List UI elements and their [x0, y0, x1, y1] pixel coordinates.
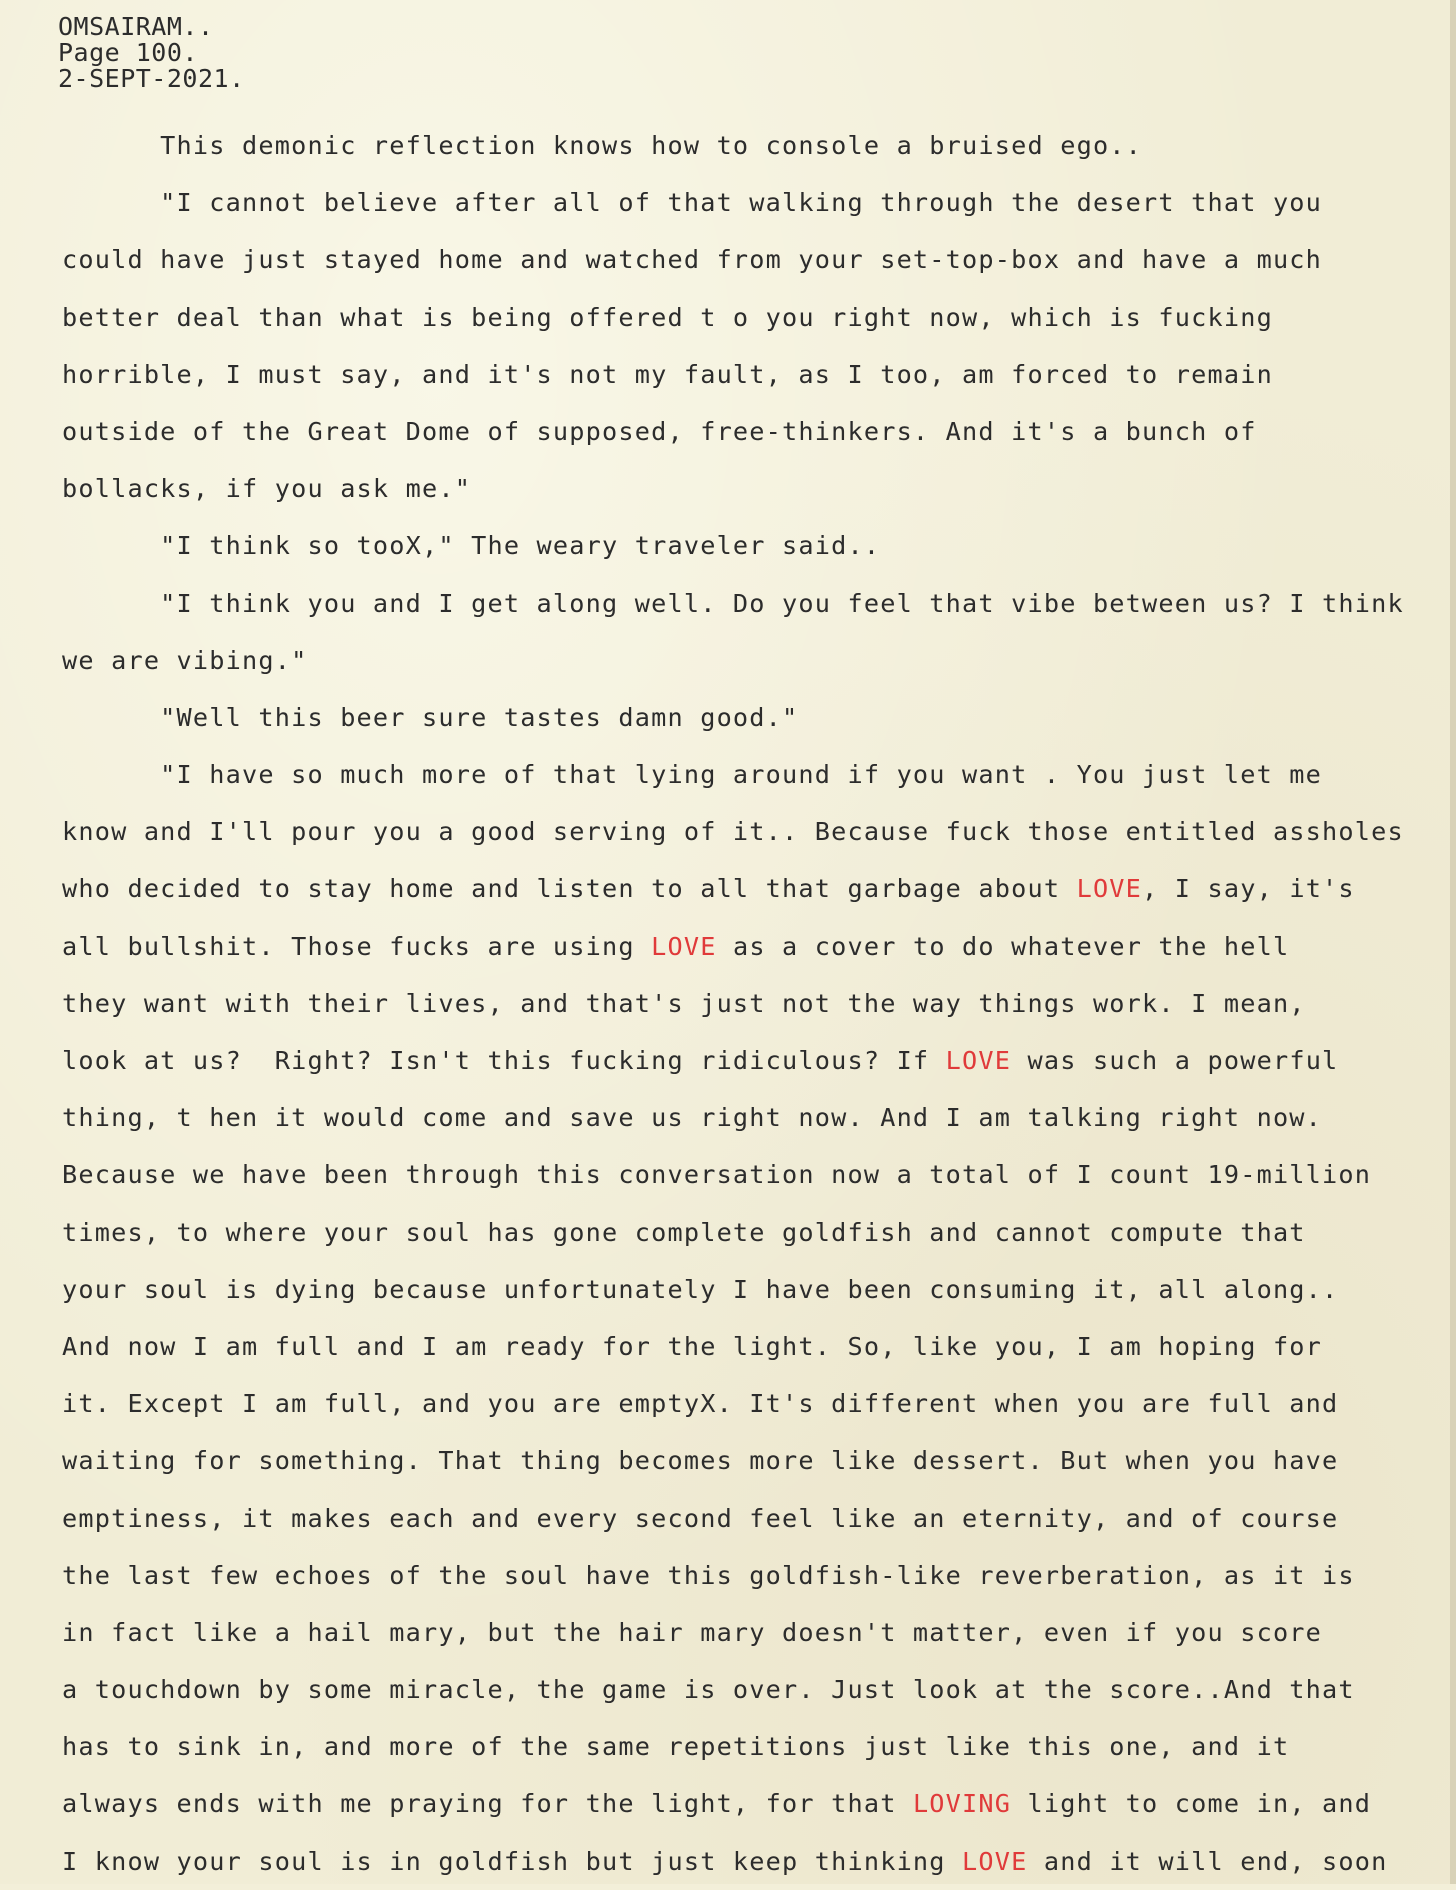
text-segment: thing, t hen it would come and save us right now. And I am talking right now.: [62, 1103, 1323, 1133]
text-line: [62, 1490, 1452, 1547]
text-line: [62, 1718, 1452, 1775]
red-ink-word: LOVING: [912, 1789, 1012, 1819]
text-segment: the last few echoes of the soul have this goldfish-like reverberation, as it is: [62, 1560, 1355, 1590]
text-segment: emptiness, it makes each and every second feel like an eternity, and of course: [62, 1503, 1339, 1533]
text-segment: light to come in, and: [1011, 1789, 1372, 1819]
text-line: [62, 860, 1452, 917]
text-line: [62, 746, 1452, 803]
text-segment: it. Except I am full, and you are emptyX. It's different when you are full and: [62, 1389, 1339, 1419]
text-segment: in fact like a hail mary, but the hair mary doesn't matter, even if you score: [62, 1617, 1323, 1647]
text-segment: who decided to stay home and listen to all that garbage about: [62, 874, 1077, 904]
text-line: [62, 1833, 1452, 1890]
text-segment: times, to where your soul has gone complete goldfish and cannot compute that: [62, 1217, 1306, 1247]
text-line: [62, 174, 1452, 231]
text-line: [62, 1204, 1452, 1261]
text-segment: "I think so tooX," The weary traveler said..: [62, 531, 881, 561]
text-segment: waiting for something. That thing becomes more like dessert. But when you have: [62, 1446, 1339, 1476]
text-line: [62, 1032, 1452, 1089]
text-segment: has to sink in, and more of the same repetitions just like this one, and it: [62, 1732, 1290, 1762]
header-title: OMSAIRAM..: [58, 12, 214, 41]
text-line: [62, 689, 1452, 746]
text-segment: bollacks, if you ask me.": [62, 474, 472, 504]
text-segment: horrible, I must say, and it's not my fault, as I too, am forced to remain: [62, 359, 1273, 389]
text-segment: your soul is dying because unfortunately I have been consuming it, all along..: [62, 1274, 1339, 1304]
text-segment: better deal than what is being offered t o you right now, which is fucking: [62, 302, 1273, 332]
text-line: [62, 1375, 1452, 1432]
text-segment: could have just stayed home and watched from your set-top-box and have a much: [62, 245, 1323, 275]
text-line: [62, 1547, 1452, 1604]
text-segment: we are vibing.": [62, 645, 308, 675]
text-segment: outside of the Great Dome of supposed, free-thinkers. And it's a bunch of: [62, 416, 1257, 446]
text-line: [62, 1261, 1452, 1318]
text-line: [62, 575, 1452, 632]
text-line: [62, 231, 1452, 288]
text-segment: "Well this beer sure tastes damn good.": [62, 702, 799, 732]
text-segment: "I have so much more of that lying around if you want . You just let me: [62, 760, 1323, 790]
header-date: 2-SEPT-2021.: [58, 64, 245, 93]
text-line: [62, 1089, 1452, 1146]
text-segment: I know your soul is in goldfish but just keep thinking: [62, 1846, 963, 1876]
text-segment: and it will end, soon: [1027, 1846, 1388, 1876]
body-text: [62, 117, 1452, 1890]
text-segment: This demonic reflection knows how to console a bruised ego..: [62, 131, 1143, 160]
text-segment: , I say, it's: [1142, 874, 1355, 904]
text-line: [62, 460, 1452, 517]
text-segment: know and I'll pour you a good serving of it.. Because fuck those entitled assholes: [62, 817, 1404, 847]
text-line: [62, 517, 1452, 574]
text-line: [62, 803, 1452, 860]
text-segment: "I cannot believe after all of that walking through the desert that you: [62, 188, 1323, 218]
text-line: [62, 1604, 1452, 1661]
red-ink-word: LOVE: [651, 931, 717, 961]
text-line: [62, 1318, 1452, 1375]
text-segment: as a cover to do whatever the hell: [716, 931, 1290, 961]
red-ink-word: LOVE: [962, 1846, 1028, 1876]
text-line: [62, 289, 1452, 346]
text-line: [62, 918, 1452, 975]
text-segment: "I think you and I get along well. Do you feel that vibe between us? I think: [62, 588, 1404, 618]
page-header: [58, 14, 245, 92]
text-line: [62, 117, 1452, 174]
text-line: [62, 1432, 1452, 1489]
header-page-number: Page 100.: [58, 38, 198, 67]
text-segment: a touchdown by some miracle, the game is over. Just look at the score..And that: [62, 1675, 1355, 1705]
red-ink-word: LOVE: [945, 1046, 1012, 1075]
text-line: [62, 1661, 1452, 1718]
red-ink-word: LOVE: [1076, 874, 1143, 904]
text-segment: look at us? Right? Isn't this fucking ridiculous? If: [62, 1046, 946, 1075]
text-segment: was such a powerful: [1011, 1046, 1339, 1075]
text-line: [62, 346, 1452, 403]
text-segment: Because we have been through this conversation now a total of I count 19-million: [62, 1160, 1372, 1190]
text-line: [62, 975, 1452, 1032]
text-segment: always ends with me praying for the light, for that: [62, 1789, 913, 1819]
text-line: [62, 403, 1452, 460]
text-line: [62, 632, 1452, 689]
text-segment: all bullshit. Those fucks are using: [62, 931, 652, 961]
text-segment: they want with their lives, and that's just not the way things work. I mean,: [62, 988, 1306, 1018]
text-line: [62, 1775, 1452, 1832]
text-line: [62, 1146, 1452, 1203]
text-segment: And now I am full and I am ready for the light. So, like you, I am hoping for: [62, 1331, 1323, 1361]
